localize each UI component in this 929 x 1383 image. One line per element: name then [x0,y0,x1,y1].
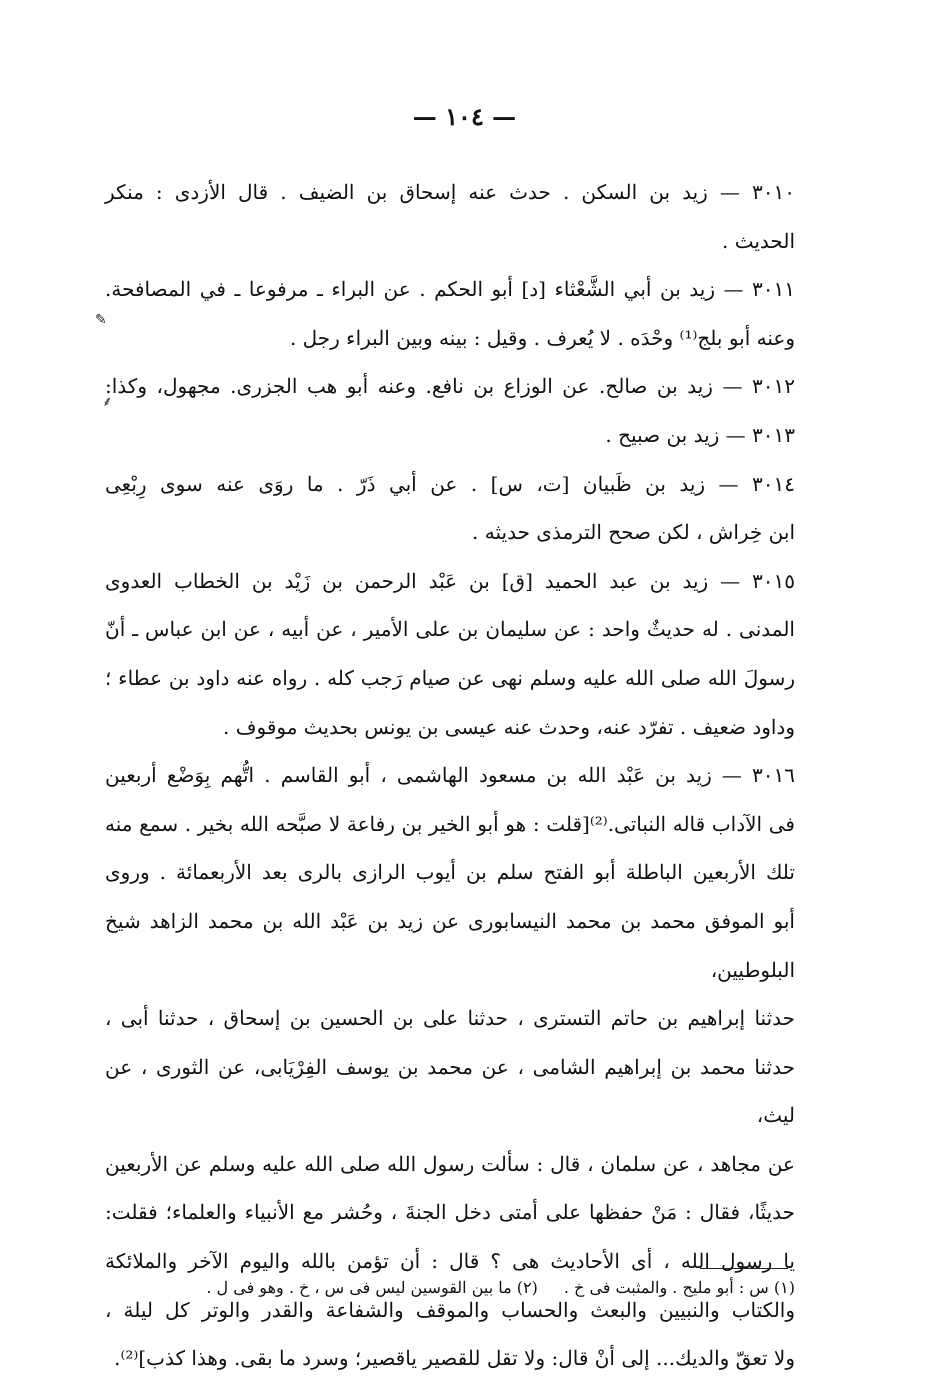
text-line: ٣٠١٠ — زيد بن السكن . حدث عنه إسحاق بن الضيف . قال الأزدى : منكر [105,180,795,204]
text-line: عن مجاهد ، عن سلمان ، قال : سألت رسول الله صلى الله عليه وسلم عن الأربعين [105,1151,795,1176]
text-line: ٣٠١٦ — زيد بن عَبْد الله بن مسعود الهاشمى ، أبو القاسم . اتُّهم بِوَضْع أربعين [105,763,795,788]
text-line: يا رسول الله ، أى الأحاديث هى ؟ قال : أن تؤمن بالله واليوم الآخر والملائكة [105,1249,795,1274]
text-line: ٣٠١١ — زيد بن أبي الشَّعْثاء [د] أبو الحكم . عن البراء ـ مرفوعا ـ في المصافحة. [105,277,795,302]
text-line: والكتاب والنبيين والبعث والحساب والموقف والشفاعة والقدر والوتر كل ليلة ، [105,1297,795,1322]
text-line: حديثًا، فقال : مَنْ حفظها على أمتى دخل الجنةَ ، وحُشر مع الأنبياء والعلماء؛ فقلت: [105,1200,795,1225]
text-line: حدثنا محمد بن إبراهيم الشامى ، عن محمد بن يوسف الفِرْيَابى، عن الثورى ، عن ليث، [105,1054,795,1128]
text-line: وعنه أبو بلج⁽¹⁾ وحْدَه . لا يُعرف . وقيل : بينه وبين البراء رجل . [289,325,795,350]
footnote-rule [700,1268,788,1269]
text-line: ٣٠١٢ — زيد بن صالح. عن الوزاع بن نافع. وعنه أبو هب الجزرى. مجهول، وكذا: [105,374,795,399]
page-number: — ١٠٤ — [412,102,517,131]
footnote: (٢) ما بين القوسين ليس فى س ، خ . وهو فى ل . [206,1278,538,1297]
text-line: المدنى . له حديثٌ واحد : عن سليمان بن على الأمير ، عن أبيه ، عن ابن عباس ـ أنّ [105,617,795,642]
footnotes [105,1274,795,1302]
text-line: فى الآداب قاله النباتى.⁽²⁾[قلت : هو أبو الخير بن رفاعة لا صبَّحه الله بخير . سمع منه [105,811,795,836]
text-line: ابن خِراش ، لكن صحح الترمذى حديثه . [472,520,795,545]
margin-mark-icon: ⸙ [102,394,113,410]
text-line: رسولَ الله صلى الله عليه وسلم نهى عن صيام رَجب كله . رواه عنه داود بن عطاء ؛ [105,665,795,690]
text-line: وداود ضعيف . تفرّد عنه، وحدث عنه عيسى بن يونس بحديث موقوف . [223,714,795,739]
body-text [105,168,795,1383]
margin-mark-icon: ✎ [95,312,107,328]
text-line: الحديث . [722,228,795,253]
footnote: (١) س : أبو مليح . والمثبت فى خ . [563,1278,795,1297]
text-line: ٣٠١٤ — زيد بن ظَبيان [ت، س] . عن أبي ذَرّ . ما روَى عنه سوى رِبْعِى [105,471,795,496]
text-line: تلك الأربعين الباطلة أبو الفتح سلم بن أيوب الرازى بالرى بعد الأربعمائة . وروى [105,860,795,885]
text-line: حدثنا إبراهيم بن حاتم التسترى ، حدثنا على بن الحسين بن إسحاق ، حدثنا أبى ، [105,1006,795,1031]
text-line: ٣٠١٣ — زيد بن صبيح . [605,422,795,447]
text-line: ٣٠١٥ — زيد بن عبد الحميد [ق] بن عَبْد الرحمن بن زَيْد بن الخطاب العدوى [105,568,795,593]
text-line: ولا تعقّ والديك... إلى أنْ قال: ولا تقل للقصير ياقصير؛ وسرد ما بقى. وهذا كذب]⁽²⁾. [114,1346,795,1371]
text-line: أبو الموفق محمد بن محمد النيسابورى عن زيد بن عَبْد الله بن محمد الزاهد شيخ البلوطيين، [105,908,795,982]
